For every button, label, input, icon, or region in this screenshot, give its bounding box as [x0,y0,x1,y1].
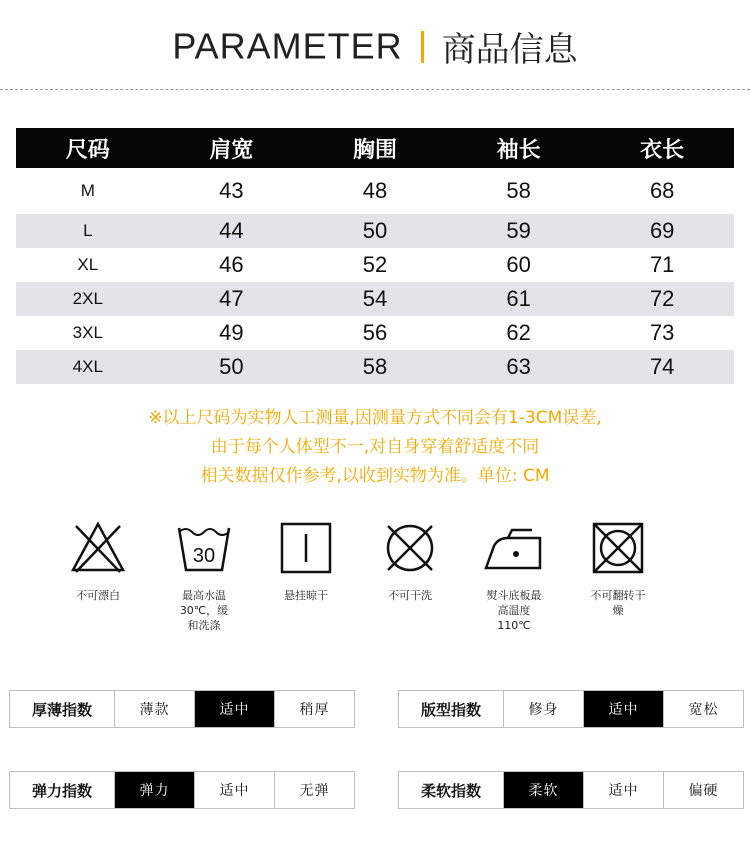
table-cell: 63 [447,350,591,384]
care-label: 不可漂白 [76,589,120,602]
index-option-selected: 弹力 [115,772,195,808]
care-label: 燥 [612,604,624,617]
hang-dry-icon [276,518,336,578]
index-option: 薄款 [115,691,195,727]
index-option: 偏硬 [688,783,719,799]
care-item-iron-low [469,518,559,633]
col-header-sleeve: 袖长 [447,128,591,168]
col-header-size: 尺码 [16,128,160,168]
table-cell: 62 [506,320,531,345]
care-label: 30℃，缓 [179,604,229,617]
index-label: 版型指数 [399,691,504,727]
table-cell: 74 [590,350,734,384]
table-row [16,316,734,350]
no-dry-clean-icon [380,518,440,578]
header-divider [421,31,424,63]
index-softness [398,771,744,809]
note-line: ※以上尺码为实物人工测量,因测量方式不同会有1-3CM误差, [148,408,602,428]
table-cell: L [16,214,160,248]
table-cell: 72 [590,282,734,316]
index-label: 柔软指数 [399,772,504,808]
table-cell: 3XL [72,323,103,342]
note-line: 相关数据仅作参考,以收到实物为准。单位: CM [200,466,550,486]
table-cell: 58 [506,178,531,203]
index-option: 适中 [195,772,275,808]
col-header-shoulder: 肩宽 [160,128,304,168]
table-cell: 58 [303,350,447,384]
table-cell: 43 [219,178,244,203]
table-cell: 54 [303,282,447,316]
care-label: 高温度 [497,604,531,617]
table-cell: XL [77,255,99,274]
table-cell: 47 [160,282,304,316]
table-row [16,350,734,384]
iron-low-icon [482,518,546,578]
size-table [16,128,734,384]
wash-temp-badge: 30 [192,545,216,567]
care-item-no-dry-clean [365,518,455,603]
index-option-selected: 适中 [584,691,664,727]
table-row [16,248,734,282]
care-item-hang-dry [261,518,351,603]
col-header-chest: 胸围 [303,128,447,168]
size-table-header [16,128,734,168]
col-header-length: 衣长 [590,128,734,168]
index-elasticity [9,771,355,809]
care-item-wash-30 [159,518,249,633]
table-cell: 73 [649,320,675,345]
table-cell: 46 [219,252,244,277]
care-item-no-tumble-dry [573,518,663,618]
index-option-selected: 适中 [195,691,275,727]
table-cell: 44 [160,214,304,248]
care-label: 和洗涤 [187,619,221,632]
table-cell: 56 [362,320,388,345]
index-label: 弹力指数 [10,772,115,808]
measurement-note [0,404,750,491]
no-tumble-dry-icon [588,518,648,578]
table-row [16,282,734,316]
table-cell: 4XL [16,350,160,384]
index-option: 宽松 [688,702,719,718]
table-cell: 50 [160,350,304,384]
dashed-divider [0,89,750,90]
care-label: 最高水温 [182,589,226,602]
index-option: 稍厚 [299,702,330,718]
table-cell: 50 [303,214,447,248]
index-option: 无弹 [299,783,330,799]
table-cell: 69 [590,214,734,248]
table-row [16,168,734,214]
table-row [16,214,734,248]
table-cell: M [80,181,95,200]
table-cell: 60 [506,252,531,277]
table-cell: 48 [362,178,388,203]
table-cell: 71 [649,252,675,277]
index-thickness [9,690,355,728]
table-cell: 68 [649,178,675,203]
note-line: 由于每个人体型不一,对自身穿着舒适度不同 [210,437,540,457]
index-option: 修身 [504,691,584,727]
care-item-no-bleach [53,518,143,603]
no-bleach-icon [68,518,128,578]
table-cell: 2XL [16,282,160,316]
table-cell: 61 [447,282,591,316]
index-fit [398,690,744,728]
care-label: 不可翻转干 [590,589,646,602]
index-label: 厚薄指数 [10,691,115,727]
header-title-en: PARAMETER [172,25,403,67]
care-label: 熨斗底板最 [486,589,542,602]
care-label: 不可干洗 [388,589,432,602]
table-cell: 52 [362,252,388,277]
index-option: 适中 [584,772,664,808]
header-title-cn: 商品信息 [441,30,578,70]
table-cell: 49 [219,320,244,345]
care-label: 110℃ [497,619,531,632]
index-option-selected: 柔软 [504,772,584,808]
section-header [0,22,750,78]
care-label: 悬挂晾干 [284,589,328,602]
table-cell: 59 [447,214,591,248]
wash-30-icon [174,518,234,578]
